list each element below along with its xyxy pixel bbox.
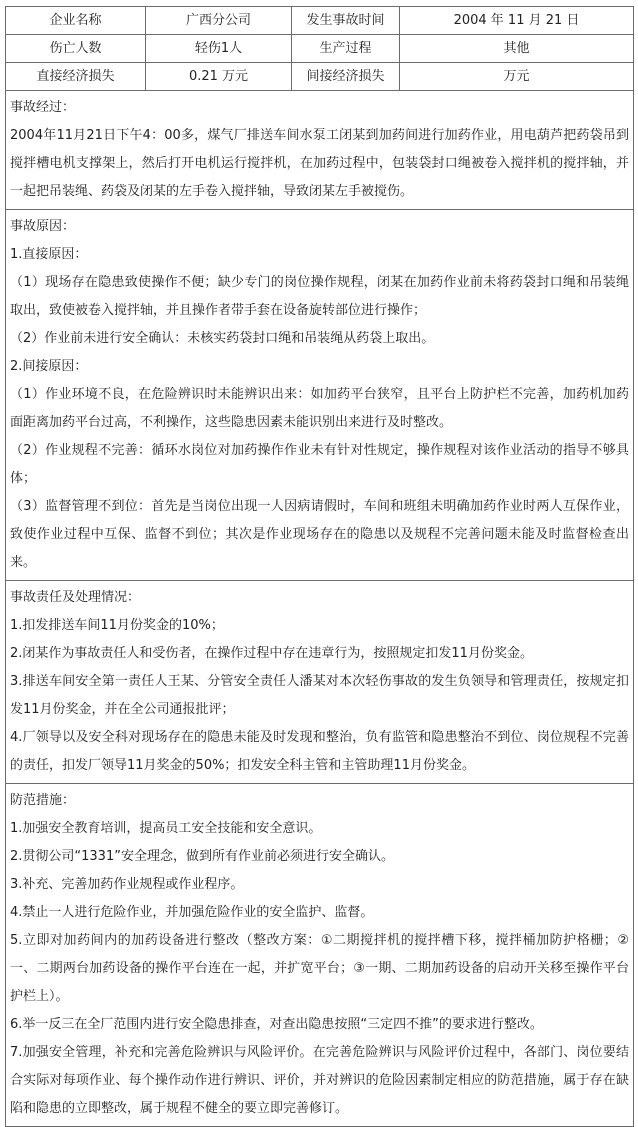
- prevention-line: 2.贯彻公司“1331”安全理念，做到所有作业前必须进行安全确认。: [10, 849, 394, 864]
- cause-heading: 事故原因：: [10, 219, 76, 234]
- direct-loss-value: 0.21 万元: [146, 63, 292, 91]
- responsibility-heading: 事故责任及处理情况：: [10, 590, 141, 605]
- process-text: 2004年11月21日下午4：00多，煤气厂排送车间水泵工闭某到加药间进行加药作业，用电葫芦把药袋吊到搅拌槽电机支撑架上，然后打开电机运行搅拌机，在加药过程中，包装袋封口绳被卷入搅拌机的搅拌轴，并一起把吊装绳、药袋及闭某的左手卷入搅拌轴，导致闭某左手被搅伤。: [10, 128, 629, 199]
- company-name-value: 广西分公司: [146, 7, 292, 35]
- process-section: [6, 91, 634, 210]
- cause-line: （2）作业前未进行安全确认：未核实药袋封口绳和吊装绳从药袋上取出。: [10, 331, 435, 346]
- prevention-heading: 防范措施：: [10, 793, 76, 808]
- cause-section: [6, 210, 634, 581]
- cause-line: （1）现场存在隐患致使操作不便；缺少专门的岗位操作规程，闭某在加药作业前未将药袋封口绳和吊装绳取出，致使被卷入搅拌轴，并且操作者带手套在设备旋转部位进行操作；: [10, 275, 629, 318]
- header-row-2: [6, 35, 634, 63]
- responsibility-line: 3.排送车间安全第一责任人王某、分管安全责任人潘某对本次轻伤事故的发生负领导和管理责任，按规定扣发11月份奖金，并在全公司通报批评；: [10, 674, 629, 717]
- prevention-line: 6.举一反三在全厂范围内进行安全隐患排查，对查出隐患按照“三定四不推”的要求进行整改。: [10, 1017, 543, 1032]
- label-indirect-loss: 间接经济损失: [292, 63, 400, 91]
- label-direct-loss: 直接经济损失: [6, 63, 146, 91]
- header-row-1: [6, 7, 634, 35]
- accident-time-value: 2004 年 11 月 21 日: [400, 7, 634, 35]
- label-casualty: 伤亡人数: [6, 35, 146, 63]
- cause-line: 1.直接原因：: [10, 247, 88, 262]
- responsibility-line: 1.扣发排送车间11月份奖金的10%；: [10, 618, 224, 633]
- label-company-name: 企业名称: [6, 7, 146, 35]
- prevention-section: [6, 784, 634, 1127]
- prevention-line: 4.禁止一人进行危险作业，并加强危险作业的安全监护、监督。: [10, 905, 374, 920]
- label-production-process: 生产过程: [292, 35, 400, 63]
- cause-line: 2.间接原因：: [10, 359, 88, 374]
- production-process-value: 其他: [400, 35, 634, 63]
- label-accident-time: 发生事故时间: [292, 7, 400, 35]
- cause-line: （2）作业规程不完善：循环水岗位对加药操作作业未有针对性规定，操作规程对该作业活动的指导不够具体；: [10, 443, 629, 486]
- header-row-3: [6, 63, 634, 91]
- indirect-loss-value: 万元: [400, 63, 634, 91]
- prevention-line: 5.立即对加药间内的加药设备进行整改（整改方案：①二期搅拌机的搅拌槽下移，搅拌桶加防护格栅；②一、二期两台加药设备的操作平台连在一起，并扩宽平台；③一期、二期加药设备的启动开关移至操作平台护栏上）。: [10, 933, 629, 1004]
- cause-line: （3）监督管理不到位：首先是当岗位出现一人因病请假时，车间和班组未明确加药作业时两人互保作业，致使作业过程中互保、监督不到位；其次是作业现场存在的隐患以及规程不完善问题未能及时监督检查出来。: [10, 499, 629, 570]
- responsibility-section: [6, 581, 634, 784]
- accident-report-table: [5, 6, 634, 1127]
- prevention-line: 3.补充、完善加药作业规程或作业程序。: [10, 877, 244, 892]
- cause-line: （1）作业环境不良，在危险辨识时未能辨识出来：如加药平台狭窄，且平台上防护栏不完善，加药机加药面距离加药平台过高，不利操作，这些隐患因素未能识别出来进行及时整改。: [10, 387, 629, 430]
- casualty-value: 轻伤1人: [146, 35, 292, 63]
- responsibility-line: 2.闭某作为事故责任人和受伤者，在操作过程中存在违章行为，按照规定扣发11月份奖金。: [10, 646, 533, 661]
- responsibility-line: 4.厂领导以及安全科对现场存在的隐患未能及时发现和整治，负有监管和隐患整治不到位、岗位规程不完善的责任，扣发厂领导11月奖金的50%；扣发安全科主管和主管助理11月份奖金。: [10, 730, 629, 773]
- prevention-line: 1.加强安全教育培训，提高员工安全技能和安全意识。: [10, 821, 322, 836]
- process-heading: 事故经过：: [10, 100, 76, 115]
- prevention-line: 7.加强安全管理，补充和完善危险辨识与风险评价。在完善危险辨识与风险评价过程中，各部门、岗位要结合实际对每项作业、每个操作动作进行辨识、评价，并对辨识的危险因素制定相应的防范措施，属于存在缺陷和隐患的立即整改，属于规程不健全的要立即完善修订。: [10, 1045, 629, 1116]
